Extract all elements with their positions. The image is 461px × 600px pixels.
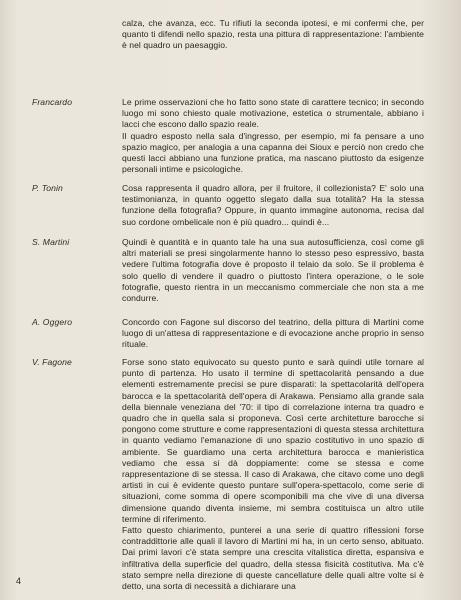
speaker-name: S. Martini — [32, 237, 70, 247]
paragraph: Il quadro esposto nella sala d'ingresso, per esempio, mi fa pensare a uno spazio magico, per analogia a una capanna dei Sioux e perciò non credo che questi lacci abbiano una funzione pratica, ma nascano piuttosto da esigenze personali intime e psicologiche. — [122, 130, 424, 175]
speaker-name: A. Oggero — [32, 317, 73, 327]
speaker-name: V. Fagone — [32, 357, 72, 367]
speaker-name: P. Tonin — [32, 183, 63, 193]
section-text — [122, 183, 424, 228]
section-text — [122, 317, 424, 351]
section-text — [122, 18, 424, 52]
section-text — [122, 357, 424, 592]
section-text — [122, 237, 424, 304]
paragraph: calza, che avanza, ecc. Tu rifiuti la seconda ipotesi, e mi confermi che, per quanto ti difendi nello spazio, resta una pittura di rappresentazione: l'ambiente è nel quadro un paesaggio. — [122, 18, 424, 51]
page-number: 4 — [16, 576, 22, 586]
section-text — [122, 97, 424, 175]
paragraph: Cosa rappresenta il quadro allora, per il fruitore, il collezionista? E' solo una testimonianza, in quanto oggetto slegato dalla sua totalità? Ha la stessa funzione della fotografia? Oppure, in quanto immagine autonoma, recisa dal suo cordone ombelicale non è più quadro... quindi è... — [122, 183, 424, 227]
paragraph: Quindi è quantità e in quanto tale ha una sua autosufficienza, così come gli altri materiali se presi singolarmente hanno lo stesso peso espressivo, basta vedere l'ultima fotografia dove è proposto il telaio da solo. Se il problema è solo quello di vendere il quadro o piuttosto l'intera operazione, o le sole fotografie, questo rientra in un meccanismo commerciale che non sta a me condurre. — [122, 237, 424, 304]
paragraph: Le prime osservazioni che ho fatto sono state di carattere tecnico; in secondo luogo mi sono chiesto quale motivazione, estetica o strumentale, abbiano i lacci che escono dallo spazio reale. — [122, 97, 424, 130]
paragraph: Concordo con Fagone sul discorso del teatrino, della pittura di Martini come luogo di un'attesa di rappresentazione e di evocazione anche proprio in senso rituale. — [122, 317, 424, 350]
paragraph: Fatto questo chiarimento, punterei a una serie di quattro riflessioni forse contraddittorie alle quali il lavoro di Martini mi ha, in un certo senso, abituato. Dai primi lavori c'è stata sempre una crescita vitalistica diretta, espansiva e infiltrativa della superficie del quadro, della stessa fisicità costitutiva. Ma c'è stato sempre nella direzione di queste cancellature delle quali altre volte si è detto, una sorta di necessità a dichiarare una — [122, 525, 424, 592]
paragraph: Forse sono stato equivocato su questo punto e sarà quindi utile tornare al punto di partenza. Ho usato il termine di spettacolarità pensando a due elementi estremamente precisi se pure disparati: la spettacolarità dell'opera barocca e la spettacolarità dell'opera di Arakawa. Pensiamo alla grande sala della biennale veneziana del '70: il tipo di correlazione interna tra quadro e quadro che in quella sala si proponeva. Così certe architetture barocche si pongono come strutture e come rappresentazioni di questa stessa architettura in quanto vediamo l'emanazione di uno spazio costitutivo in uno spazio di ambiente. Se guardiamo una certa architettura barocca e manieristica vediamo che essa si dà doppiamente: come se stessa e come rappresentazione di se stessa. Il caso di Arakawa, che citavo come uno degli artisti in cui è evidente questo puntare sull'opera-spettacolo, come serie di situazioni, come somma di opere scomponibili ma che vive di una diversa dimensione quando diventa insieme, mi sembra costituisca un altro utile termine di riferimento. — [122, 357, 424, 524]
speaker-name: Francardo — [32, 97, 73, 107]
